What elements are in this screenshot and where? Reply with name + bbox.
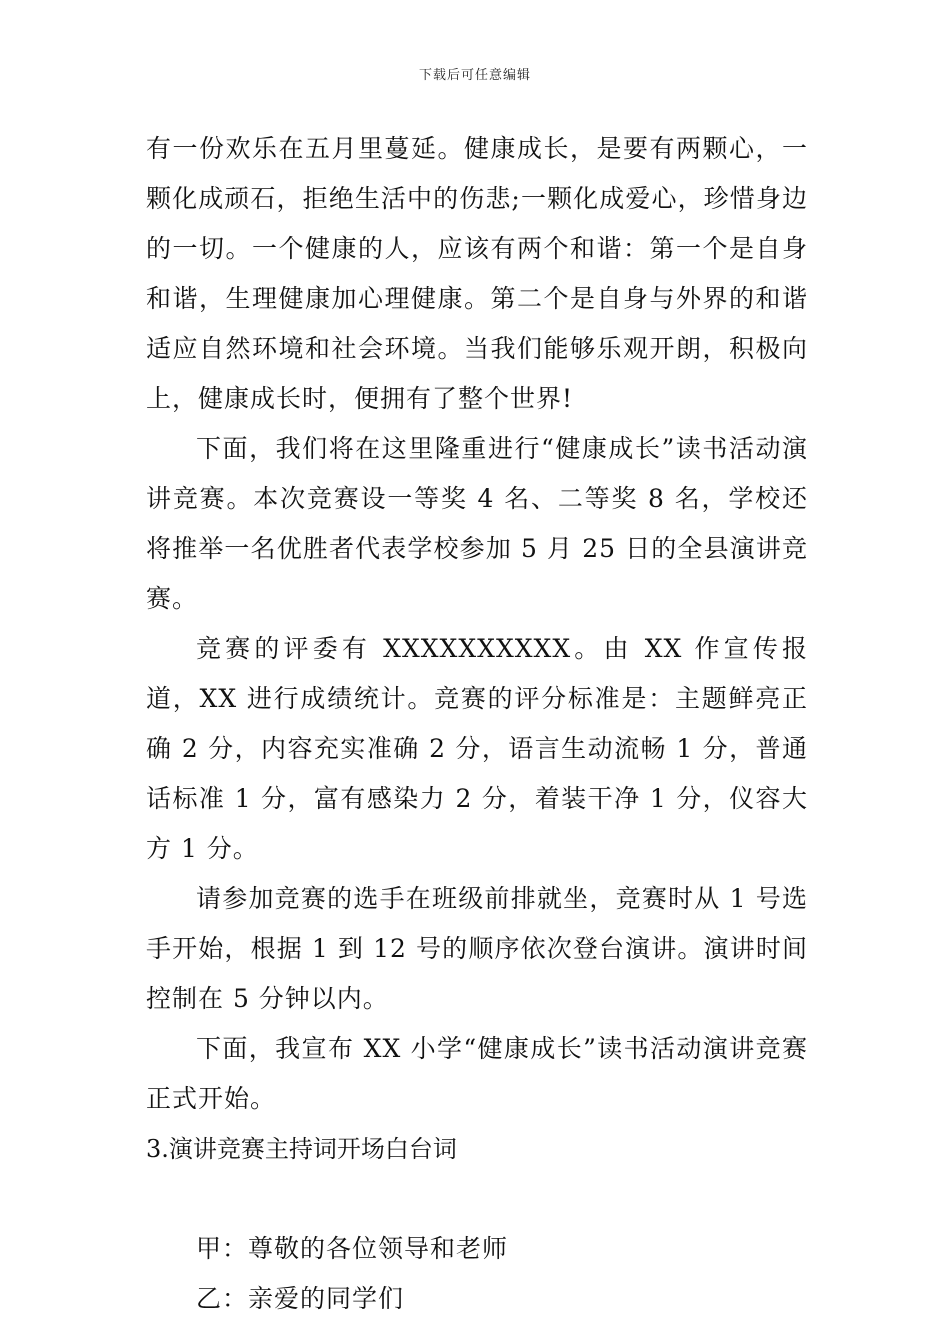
paragraph-contestants: 请参加竞赛的选手在班级前排就坐，竞赛时从 1 号选手开始，根据 1 到 12 号的顺序依次登台演讲。演讲时间控制在 5 分钟以内。: [146, 884, 808, 1013]
paragraph-continuation: 有一份欢乐在五月里蔓延。健康成长，是要有两颗心，一颗化成顽石，拒绝生活中的伤悲;一颗化成爱心，珍惜身边的一切。一个健康的人，应该有两个和谐：第一个是自身和谐，生理健康加心理健康。第二个是自身与外界的和谐适应自然环境和社会环境。当我们能够乐观开朗，积极向上，健康成长时，便拥有了整个世界!: [146, 134, 808, 413]
page-header: 下载后可任意编辑: [418, 68, 531, 83]
paragraph-judges: 竞赛的评委有 XXXXXXXXXX。由 XX 作宣传报道，XX 进行成绩统计。竞赛的评分标准是：主题鲜亮正确 2 分，内容充实准确 2 分，语言生动流畅 1 分，普通话标准 1 分，富有感染力 2 分，着装干净 1 分，仪容大方 1 分。: [146, 634, 808, 863]
document-body: [146, 124, 808, 1324]
dialogue-line-yi: 乙：亲爱的同学们: [196, 1284, 405, 1313]
paragraph-opening: 下面，我宣布 XX 小学“健康成长”读书活动演讲竞赛正式开始。: [146, 1034, 808, 1113]
spacer: [146, 1174, 808, 1224]
section-heading: 3.演讲竞赛主持词开场白台词: [146, 1135, 457, 1163]
dialogue-line-jia: 甲：尊敬的各位领导和老师: [196, 1234, 509, 1263]
paragraph-announcement: 下面，我们将在这里隆重进行“健康成长”读书活动演讲竞赛。本次竞赛设一等奖 4 名、二等奖 8 名，学校还将推举一名优胜者代表学校参加 5 月 25 日的全县演讲竞赛。: [146, 434, 808, 613]
